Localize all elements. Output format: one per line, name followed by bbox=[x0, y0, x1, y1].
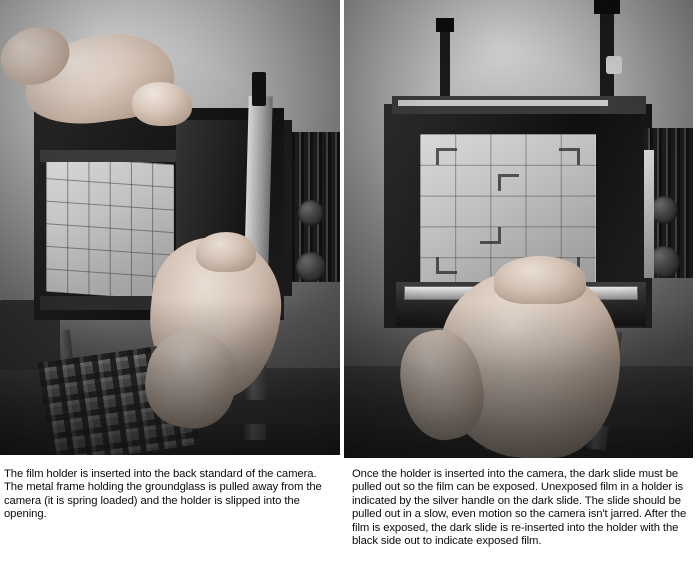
captions bbox=[0, 460, 700, 571]
photo-right bbox=[344, 0, 693, 458]
groundglass-frame-top bbox=[40, 150, 182, 162]
photo-left bbox=[0, 0, 340, 455]
hand-lower-thumb bbox=[196, 232, 256, 272]
clamp-highlight bbox=[606, 56, 622, 74]
focus-knob-upper-right bbox=[650, 196, 678, 224]
corner-mark-tl bbox=[436, 148, 457, 165]
focus-knob-lower bbox=[296, 252, 326, 282]
caption-left: The film holder is inserted into the back standard of the camera. The metal frame holding the groundglass is pulled away from the camera (it is spring loaded) and the holder is slipped into the opening. bbox=[4, 468, 322, 521]
photo-right-floor-gradient bbox=[344, 302, 693, 458]
post-cap-right bbox=[594, 0, 620, 14]
center-mark-lower bbox=[480, 227, 501, 244]
center-mark-upper bbox=[498, 174, 519, 191]
focus-knob-upper bbox=[298, 200, 324, 226]
top-rail-highlight bbox=[398, 100, 608, 106]
hand-right-knuckles bbox=[494, 256, 586, 304]
holder-edge-highlight bbox=[644, 150, 654, 278]
corner-mark-bl bbox=[436, 257, 457, 274]
post-cap-left bbox=[436, 18, 454, 32]
caption-right: Once the holder is inserted into the camera, the dark slide must be pulled out so the film can be exposed. Unexposed film in a holder is indicated by the silver handle on the dark slide. The slide should be pulled out in a slow, even motion so the camera isn't jarred. After the film is exposed, the dark slide is re-inserted into the holder with the black side out to indicate exposed film. bbox=[352, 468, 687, 548]
figure-right bbox=[344, 0, 700, 460]
holder-knob-top bbox=[252, 72, 266, 106]
corner-mark-tr bbox=[559, 148, 580, 165]
figure-left bbox=[0, 0, 340, 460]
photo-left-floor-gradient bbox=[0, 300, 340, 455]
hand-upper-fingers bbox=[132, 82, 192, 126]
